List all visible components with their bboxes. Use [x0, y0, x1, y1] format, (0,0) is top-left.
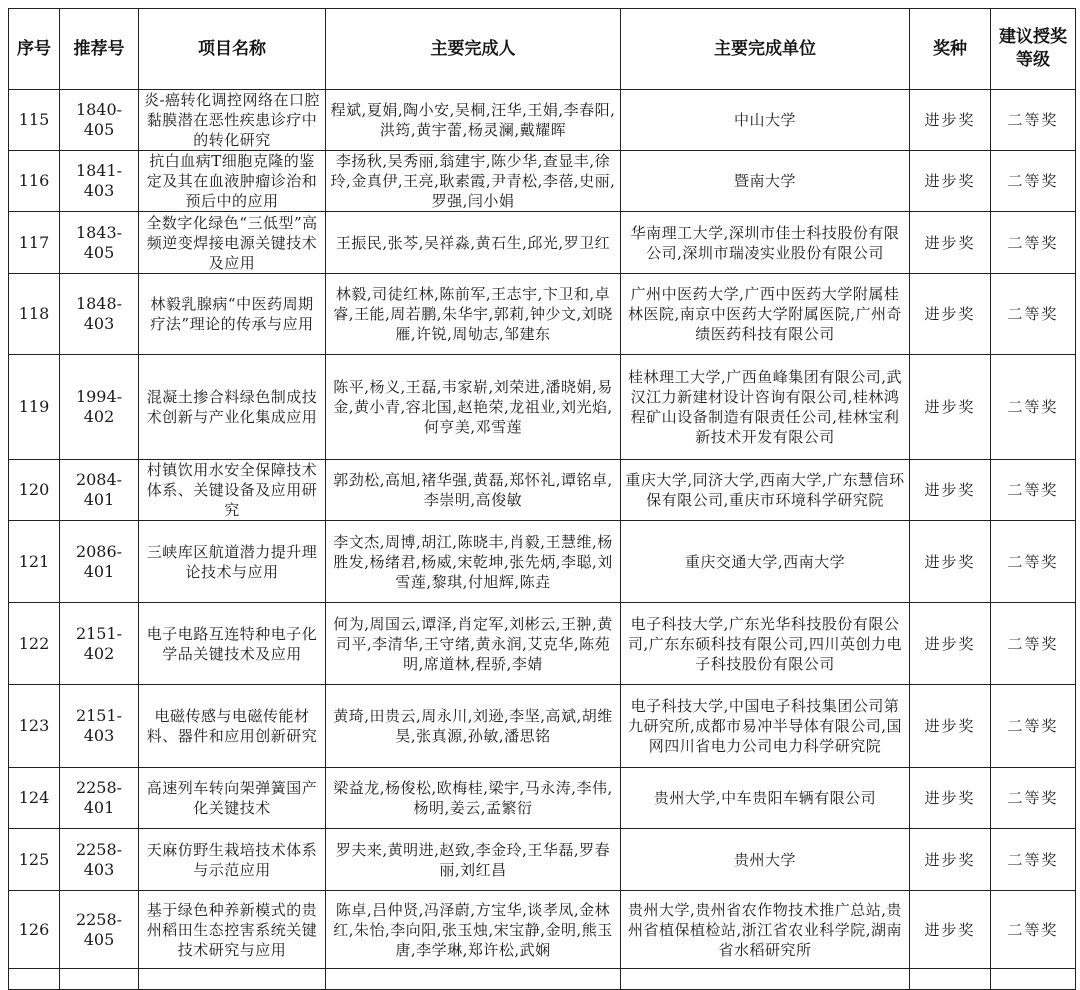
table-row — [9, 829, 1076, 891]
cell-people: 陈卓,吕仲贤,冯泽蔚,方宝华,谈孝凤,金林红,朱怡,李向阳,张玉烛,宋宝静,金明,熊玉唐,李学琳,郑许松,武娴 — [326, 891, 621, 969]
cell-project: 全数字化绿色“三低型”高频逆变焊接电源关键技术及应用 — [139, 212, 326, 274]
table-header-row — [9, 9, 1076, 90]
table-row — [9, 355, 1076, 460]
cell-project: 林毅乳腺病“中医药周期疗法”理论的传承与应用 — [139, 274, 326, 355]
cell-people: 郭劲松,高旭,褚华强,黄磊,郑怀礼,谭铭卓,李崇明,高俊敏 — [326, 460, 621, 521]
cell-partial — [621, 969, 910, 990]
cell-seq: 118 — [9, 274, 60, 355]
table-row — [9, 460, 1076, 521]
cell-award-type: 进步奖 — [910, 891, 991, 969]
cell-seq: 122 — [9, 603, 60, 685]
cell-units: 暨南大学 — [621, 151, 910, 212]
cell-seq: 115 — [9, 90, 60, 151]
cell-rec-no: 2151-403 — [60, 685, 139, 768]
cell-level: 二等奖 — [991, 460, 1076, 521]
cell-award-type: 进步奖 — [910, 829, 991, 891]
cell-level: 二等奖 — [991, 151, 1076, 212]
cell-rec-no: 1843-405 — [60, 212, 139, 274]
awards-table-container — [8, 8, 1076, 990]
cell-award-type: 进步奖 — [910, 212, 991, 274]
cell-level: 二等奖 — [991, 891, 1076, 969]
cell-seq: 120 — [9, 460, 60, 521]
cell-people: 李扬秋,吴秀丽,翁建宇,陈少华,查显丰,徐玲,金真伊,王亮,耿素霞,尹青松,李蓓,史丽,罗强,闫小娟 — [326, 151, 621, 212]
cell-award-type: 进步奖 — [910, 151, 991, 212]
cell-rec-no: 2258-405 — [60, 891, 139, 969]
header-people: 主要完成人 — [326, 9, 621, 90]
cell-project: 炎-癌转化调控网络在口腔黏膜潜在恶性疾患诊疗中的转化研究 — [139, 90, 326, 151]
cell-seq: 126 — [9, 891, 60, 969]
cell-rec-no: 1994-402 — [60, 355, 139, 460]
table-row — [9, 603, 1076, 685]
cell-award-type: 进步奖 — [910, 355, 991, 460]
cell-partial — [910, 969, 991, 990]
header-seq: 序号 — [9, 9, 60, 90]
cell-level: 二等奖 — [991, 521, 1076, 603]
cell-people: 林毅,司徒红林,陈前军,王志宇,卞卫和,卓睿,王能,周若鹏,朱华宇,郭莉,钟少文,刘晓雁,许锐,周劬志,邹建东 — [326, 274, 621, 355]
cell-level: 二等奖 — [991, 603, 1076, 685]
cell-rec-no: 2086-401 — [60, 521, 139, 603]
table-row — [9, 685, 1076, 768]
cell-units: 电子科技大学,中国电子科技集团公司第九研究所,成都市易冲半导体有限公司,国网四川省电力公司电力科学研究院 — [621, 685, 910, 768]
cell-units: 重庆大学,同济大学,西南大学,广东慧信环保有限公司,重庆市环境科学研究院 — [621, 460, 910, 521]
cell-rec-no: 2258-401 — [60, 768, 139, 829]
cell-project: 天麻仿野生栽培技术体系与示范应用 — [139, 829, 326, 891]
cell-people: 王振民,张芩,吴祥淼,黄石生,邱光,罗卫红 — [326, 212, 621, 274]
cell-seq: 119 — [9, 355, 60, 460]
awards-table — [8, 8, 1076, 990]
cell-level: 二等奖 — [991, 829, 1076, 891]
header-units: 主要完成单位 — [621, 9, 910, 90]
cell-rec-no: 1841-403 — [60, 151, 139, 212]
cell-people: 程斌,夏娟,陶小安,吴桐,汪华,王娟,李春阳,洪筠,黄宇蕾,杨灵澜,戴耀晖 — [326, 90, 621, 151]
table-row — [9, 891, 1076, 969]
cell-units: 电子科技大学,广东光华科技股份有限公司,广东东硕科技有限公司,四川英创力电子科技股份有限公司 — [621, 603, 910, 685]
cell-project: 电子电路互连特种电子化学品关键技术及应用 — [139, 603, 326, 685]
cell-people: 梁益龙,杨俊松,欧梅桂,梁宇,马永涛,李伟,杨明,姜云,孟繁衍 — [326, 768, 621, 829]
cell-units: 中山大学 — [621, 90, 910, 151]
cell-seq: 117 — [9, 212, 60, 274]
cell-units: 贵州大学,贵州省农作物技术推广总站,贵州省植保植检站,浙江省农业科学院,湖南省水稻研究所 — [621, 891, 910, 969]
cell-units: 贵州大学 — [621, 829, 910, 891]
cell-award-type: 进步奖 — [910, 603, 991, 685]
table-row-partial — [9, 969, 1076, 990]
table-row — [9, 521, 1076, 603]
cell-level: 二等奖 — [991, 90, 1076, 151]
cell-project: 高速列车转向架弹簧国产化关键技术 — [139, 768, 326, 829]
cell-units: 华南理工大学,深圳市佳士科技股份有限公司,深圳市瑞凌实业股份有限公司 — [621, 212, 910, 274]
cell-project: 基于绿色种养新模式的贵州稻田生态控害系统关键技术研究与应用 — [139, 891, 326, 969]
table-row — [9, 274, 1076, 355]
cell-award-type: 进步奖 — [910, 768, 991, 829]
cell-people: 陈平,杨义,王磊,韦家崭,刘荣进,潘晓娟,易金,黄小青,容北国,赵艳荣,龙祖业,刘光焰,何亨美,邓雪莲 — [326, 355, 621, 460]
cell-units: 桂林理工大学,广西鱼峰集团有限公司,武汉江力新建材设计咨询有限公司,桂林鸿程矿山设备制造有限责任公司,桂林宝利新技术开发有限公司 — [621, 355, 910, 460]
table-row — [9, 151, 1076, 212]
cell-people: 李文杰,周博,胡江,陈晓丰,肖毅,王慧维,杨胜发,杨绪君,杨威,宋乾坤,张先炳,李聪,刘雪莲,黎琪,付旭辉,陈垚 — [326, 521, 621, 603]
cell-units: 贵州大学,中车贵阳车辆有限公司 — [621, 768, 910, 829]
cell-project: 村镇饮用水安全保障技术体系、关键设备及应用研究 — [139, 460, 326, 521]
cell-project: 混凝土掺合料绿色制成技术创新与产业化集成应用 — [139, 355, 326, 460]
cell-award-type: 进步奖 — [910, 90, 991, 151]
table-row — [9, 90, 1076, 151]
cell-people: 何为,周国云,谭泽,肖定军,刘彬云,王翀,黄司平,李清华,王守绪,黄永润,艾克华,陈苑明,席道林,程骄,李婧 — [326, 603, 621, 685]
cell-partial — [60, 969, 139, 990]
header-project: 项目名称 — [139, 9, 326, 90]
cell-partial — [139, 969, 326, 990]
header-award-type: 奖种 — [910, 9, 991, 90]
cell-project: 电磁传感与电磁传能材料、器件和应用创新研究 — [139, 685, 326, 768]
header-level: 建议授奖等级 — [991, 9, 1076, 90]
cell-project: 抗白血病T细胞克隆的鉴定及其在血液肿瘤诊治和预后中的应用 — [139, 151, 326, 212]
cell-seq: 125 — [9, 829, 60, 891]
cell-level: 二等奖 — [991, 355, 1076, 460]
table-row — [9, 768, 1076, 829]
cell-rec-no: 1840-405 — [60, 90, 139, 151]
cell-seq: 121 — [9, 521, 60, 603]
table-row — [9, 212, 1076, 274]
cell-seq: 123 — [9, 685, 60, 768]
cell-seq: 116 — [9, 151, 60, 212]
cell-award-type: 进步奖 — [910, 274, 991, 355]
cell-project: 三峡库区航道潜力提升理论技术与应用 — [139, 521, 326, 603]
cell-units: 重庆交通大学,西南大学 — [621, 521, 910, 603]
cell-award-type: 进步奖 — [910, 460, 991, 521]
header-rec-no: 推荐号 — [60, 9, 139, 90]
cell-level: 二等奖 — [991, 685, 1076, 768]
cell-rec-no: 2084-401 — [60, 460, 139, 521]
cell-partial — [326, 969, 621, 990]
cell-partial — [991, 969, 1076, 990]
cell-people: 黄琦,田贵云,周永川,刘逊,李坚,高斌,胡维昊,张真源,孙敏,潘思铭 — [326, 685, 621, 768]
cell-level: 二等奖 — [991, 212, 1076, 274]
cell-partial — [9, 969, 60, 990]
cell-rec-no: 2151-402 — [60, 603, 139, 685]
cell-units: 广州中医药大学,广西中医药大学附属桂林医院,南京中医药大学附属医院,广州奇绩医药科技有限公司 — [621, 274, 910, 355]
cell-level: 二等奖 — [991, 274, 1076, 355]
cell-level: 二等奖 — [991, 768, 1076, 829]
cell-rec-no: 1848-403 — [60, 274, 139, 355]
cell-award-type: 进步奖 — [910, 521, 991, 603]
cell-rec-no: 2258-403 — [60, 829, 139, 891]
table-body — [9, 90, 1076, 990]
cell-award-type: 进步奖 — [910, 685, 991, 768]
cell-seq: 124 — [9, 768, 60, 829]
cell-people: 罗夫来,黄明进,赵致,李金玲,王华磊,罗春丽,刘红昌 — [326, 829, 621, 891]
